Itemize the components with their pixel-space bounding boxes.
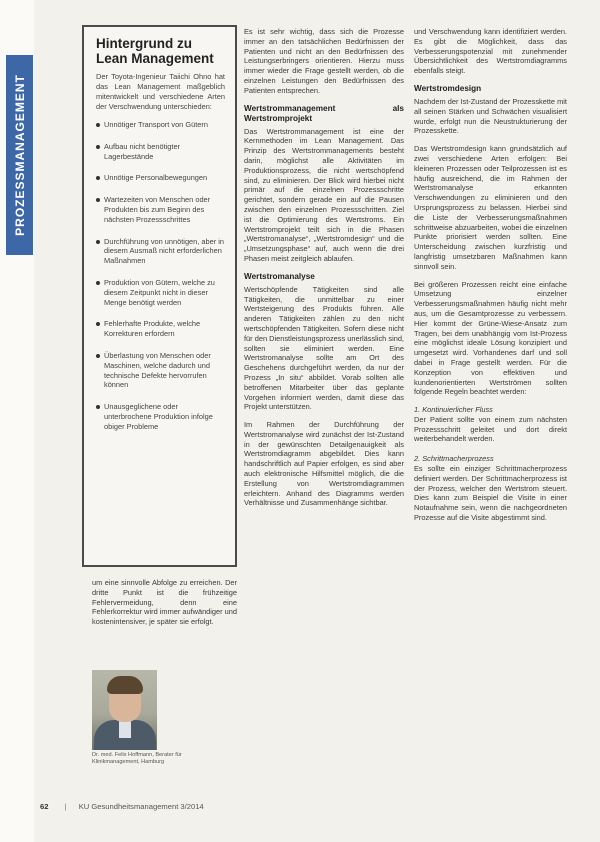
list-item: Wartezeiten von Menschen oder Produkten bis zum Beginn des nächsten Prozessschrittes xyxy=(96,195,225,224)
section-heading: Wertstromdesign xyxy=(414,83,482,93)
list-item-text: Es sollte ein einziger Schrittmacherprozess definiert werden. Der Schrittmacherprozess ist der Prozess, welcher den Wertstrom steuert. Dies kann zum Beispiel die Visite in einer Notaufnahme sein, wenn die nachgeordneten Prozesse auf die Visite abgestimmt sind. xyxy=(414,464,567,523)
section-tab xyxy=(6,55,33,255)
list-item: Überlastung von Menschen oder Maschinen, welche dadurch und technische Defekte hervorrufen können xyxy=(96,351,225,390)
photo-caption: Dr. med. Felix Hoffmann, Berater für Klinikmanagement, Hamburg xyxy=(92,752,182,765)
waste-list xyxy=(96,120,225,432)
list-item xyxy=(414,405,567,444)
footer-separator: | xyxy=(64,802,67,811)
column-middle xyxy=(244,27,404,516)
paragraph: Es ist sehr wichtig, dass sich die Prozesse immer an den tatsächlichen Bedürfnissen der Patienten und nicht an den Bedürfnissen des Leistungserbringers orientieren. Hierzu muss immer wieder die Frage gestellt werden, ob die einzelnen Leistungen den Bedürfnissen des Patienten entsprechen. xyxy=(244,27,404,95)
page-number: 62 xyxy=(40,802,49,811)
info-box-intro: Der Toyota-Ingenieur Taiichi Ohno hat das Lean Management maßgeblich mitentwickelt und verschiedene Arten der Verschwendung unterschieden: xyxy=(96,72,225,111)
list-item-title: 1. Kontinuierlicher Fluss xyxy=(414,405,493,415)
paragraph: Das Wertstrommanagement ist eine der Kernmethoden im Lean Management. Das Prinzip des Wertstrommanagements besteht darin, möglichst alle Aktivitäten im Produktionsprozess, die nicht wertschöpfend sind, zu eliminieren. Der Blick wird hierbei nicht primär auf die einzelnen Prozessschritte gerichtet, sondern gerade ein auf die Pausen zwischen den einzelnen Prozessschritten. Ziel ist die Optimierung des Wertstroms. Ein Wertstromprojekt teilt sich in die Phasen „Wertstromanalyse“, „Wertstromdesign“ und die „Umsetzungsphase“ auf, auch wenn die drei Phasen meist zeitgleich ablaufen. xyxy=(244,126,404,263)
list-item: Durchführung von unnötigen, aber in diesem Ausmaß nicht erforderlichen Maßnahmen xyxy=(96,237,225,266)
rules-list xyxy=(414,405,567,523)
author-photo xyxy=(92,670,157,750)
paragraph: um eine sinnvolle Abfolge zu erreichen. Der dritte Punkt ist die frühzeitige Fehlervermeidung, denn eine Fehlerkorrektur wird immer aufwändiger und kostenintensiver, je später sie erfolgt. xyxy=(92,578,237,627)
list-item-text: Der Patient sollte von einem zum nächsten Prozessschritt geleitet und dort direkt weiterbehandelt werden. xyxy=(414,414,567,444)
paragraph: Wertschöpfende Tätigkeiten sind alle Tätigkeiten, die unmittelbar zu einer Wertsteigerung des Produkts führen. Alle anderen Tätigkeiten zählen zu den nicht wertschöpfenden Tätigkeiten. Sofern diese nicht für den Dienstleistungsprozess unerlässlich sind, sollten sie eliminiert werden. Eine Wertstromanalyse sollte am Ort des Geschehens durchgeführt werden, da nur der Prozess „In situ“ abbildet. Vorab sollten alle betroffenen Mitarbeiter über das geplante Vorgehen informiert werden, damit diese das Projekt unterstützen. xyxy=(244,284,404,412)
info-box xyxy=(82,25,237,567)
publication-name: KU Gesundheitsmanagement 3/2014 xyxy=(78,802,204,811)
page-footer xyxy=(40,802,204,811)
paragraph: und Verschwendung kann identifiziert werden. Es gibt die Möglichkeit, dass das Verbesserungspotenzial mit zunehmender Übersichtlichkeit des Wertstromdiagramms ebenfalls steigt. xyxy=(414,27,567,76)
list-item-title: 2. Schrittmacherprozess xyxy=(414,454,494,464)
section-heading: Wertstromanalyse xyxy=(244,271,315,281)
list-item xyxy=(414,454,567,523)
list-item: Unausgeglichene oder unterbrochene Produktion infolge obiger Probleme xyxy=(96,402,225,431)
list-item: Unnötige Personalbewegungen xyxy=(96,173,225,183)
list-item: Produktion von Gütern, welche zu diesem Zeitpunkt nicht in dieser Menge benötigt werden xyxy=(96,278,225,307)
section-label: PROZESSMANAGEMENT xyxy=(12,74,27,236)
paragraph: Bei größeren Prozessen reicht eine einfache Umsetzung einzelner Verbesserungsmaßnahmen häufig nicht mehr aus, um die Gesamtprozesse zu verbessern. Hier kommt der Grüne-Wiese-Ansatz zum Tragen, bei dem unabhängig vom Ist-Prozess eine möglichst ideale Lösung konzipiert und umgesetzt wird. Vorhandenes darf und soll dabei in Frage gestellt werden. Für die Konzeption von effektiven und kundenorientierten Wertströmen sollten folgende Regeln beachtet werden: xyxy=(414,279,567,397)
section-heading: Wertstrommanagement als Wertstromprojekt xyxy=(244,103,404,123)
list-item: Unnötiger Transport von Gütern xyxy=(96,120,225,130)
info-box-title: Hintergrund zu Lean Management xyxy=(96,36,214,66)
paragraph: Das Wertstromdesign kann grundsätzlich auf zwei verschiedene Arten erfolgen: Bei kleineren Prozessen oder Teilprozessen ist es häufig ausreichend, die im Rahmen der Wertstromanalyse erkannten Verschwendungen zu eliminieren und den Ursprungsprozess zu belassen. Hierbei sind die Liste der Verbesserungsmaßnahmen schrittweise abzuarbeiten, wobei die einzelnen Punkte priorisiert werden sollten. Eine Unterscheidung zwischen kurzfristig und langfristig umsetzbaren Maßnahmen kann sinnvoll sein. xyxy=(414,144,567,271)
paragraph: Im Rahmen der Durchführung der Wertstromanalyse wird zunächst der Ist-Zustand in der gewünschten Detailgenauigkeit als Wertstromdiagramm abgebildet. Dies kann handschriftlich auf Papier erfolgen, es sind aber auch elektronische Hilfsmittel möglich, die die Erstellung von Wertstromdiagrammen erleichtern. Anhand des Diagramms werden Verhältnisse und Zusammenhänge sichtbar. xyxy=(244,420,404,508)
column-left-text xyxy=(92,578,237,635)
list-item: Aufbau nicht benötigter Lagerbestände xyxy=(96,142,225,162)
list-item: Fehlerhafte Produkte, welche Korrekturen erfordern xyxy=(96,319,225,339)
paragraph: Nachdem der Ist-Zustand der Prozesskette mit all seinen Stärken und Schwächen visualisiert wurde, erfolgt nun die Neustrukturierung der Prozesskette. xyxy=(414,96,567,136)
column-right xyxy=(414,27,567,533)
